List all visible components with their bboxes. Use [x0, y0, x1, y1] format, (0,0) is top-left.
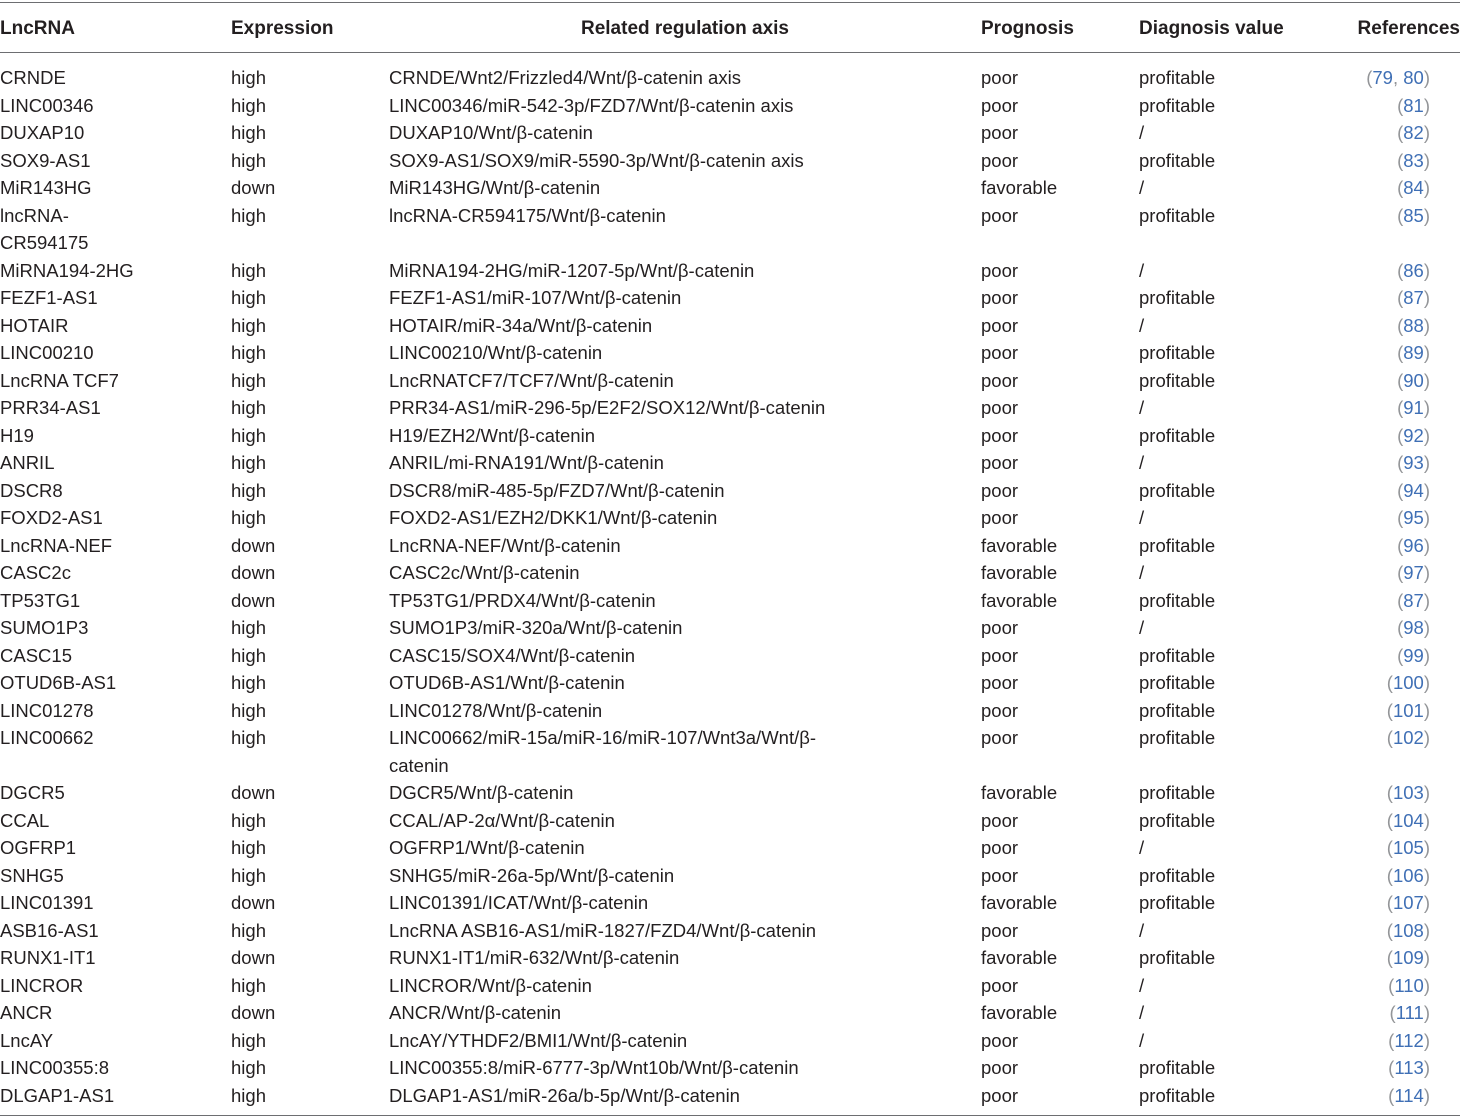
cell-prognosis: poor — [981, 644, 1019, 666]
cell-regulation-axis: FEZF1-AS1/miR-107/Wnt/β-catenin — [389, 287, 682, 308]
table-row — [0, 834, 1460, 862]
cell-references: (107) — [1386, 892, 1430, 913]
cell-prognosis: poor — [981, 974, 1019, 996]
cell-prognosis: favorable — [981, 782, 1058, 803]
cell-prognosis: favorable — [981, 562, 1058, 583]
table-row — [0, 724, 1460, 779]
cell-expression: down — [231, 947, 276, 968]
cell-expression: down — [231, 1002, 276, 1023]
cell-lncrna: HOTAIR — [0, 314, 69, 336]
cell-regulation-axis: HOTAIR/miR-34a/Wnt/β-catenin — [389, 314, 653, 336]
cell-expression: high — [231, 1029, 266, 1051]
cell-expression: high — [231, 287, 266, 308]
cell-regulation-axis: LINC01278/Wnt/β-catenin — [389, 699, 603, 721]
cell-references: (94) — [1397, 479, 1430, 501]
header-regulation-axis: Related regulation axis — [580, 18, 789, 39]
cell-references: (89) — [1397, 342, 1430, 363]
table-row — [0, 119, 1460, 147]
reference-link[interactable]: 107 — [1392, 892, 1424, 913]
reference-link[interactable]: 98 — [1403, 617, 1424, 638]
cell-regulation-axis: DUXAP10/Wnt/β-catenin — [389, 122, 593, 143]
cell-diagnosis-value: profitable — [1139, 1084, 1216, 1106]
reference-link[interactable]: 109 — [1392, 947, 1424, 968]
cell-lncrna: OTUD6B-AS1 — [0, 672, 117, 693]
cell-references: (97) — [1397, 562, 1430, 583]
table-row — [0, 367, 1460, 395]
cell-prognosis: poor — [981, 727, 1019, 748]
reference-link[interactable]: 87 — [1403, 589, 1424, 611]
cell-regulation-axis: LncRNA ASB16-AS1/miR-1827/FZD4/Wnt/β-catenin — [389, 919, 817, 941]
cell-prognosis: poor — [981, 397, 1019, 418]
cell-prognosis: poor — [981, 919, 1019, 941]
cell-diagnosis-value: profitable — [1139, 67, 1216, 88]
cell-lncrna: MiRNA194-2HG — [0, 259, 134, 281]
cell-prognosis: poor — [981, 1057, 1019, 1078]
cell-diagnosis-value: profitable — [1139, 287, 1216, 308]
cell-references: (100) — [1386, 672, 1430, 693]
cell-references: (98) — [1397, 617, 1430, 638]
cell-regulation-axis: LncRNATCF7/TCF7/Wnt/β-catenin — [389, 369, 674, 391]
cell-diagnosis-value: profitable — [1139, 424, 1216, 446]
cell-lncrna: LINC01278 — [0, 699, 94, 721]
cell-references: (114) — [1388, 1084, 1430, 1106]
cell-diagnosis-value: / — [1139, 452, 1145, 473]
header-expression: Expression — [231, 18, 334, 39]
header-references: References — [1357, 18, 1460, 39]
table-row — [0, 889, 1460, 917]
table-row — [0, 944, 1460, 972]
header-diagnosis-value: Diagnosis value — [1139, 18, 1284, 39]
reference-link[interactable]: 106 — [1392, 864, 1424, 886]
cell-expression: down — [231, 892, 276, 913]
table-row — [0, 449, 1460, 477]
cell-expression: down — [231, 782, 276, 803]
cell-diagnosis-value: / — [1139, 617, 1145, 638]
cell-diagnosis-value: / — [1139, 397, 1145, 418]
reference-link[interactable]: 88 — [1403, 314, 1424, 336]
cell-regulation-axis: SUMO1P3/miR-320a/Wnt/β-catenin — [389, 617, 683, 638]
reference-link[interactable]: 104 — [1392, 809, 1424, 831]
table-row — [0, 92, 1460, 120]
reference-link[interactable]: 111 — [1395, 1002, 1424, 1023]
table-row — [0, 1082, 1460, 1116]
cell-references: (86) — [1397, 259, 1430, 281]
cell-references: (101) — [1386, 699, 1430, 721]
cell-prognosis: poor — [981, 122, 1019, 143]
reference-link[interactable]: 91 — [1403, 397, 1424, 418]
cell-prognosis: favorable — [981, 589, 1058, 611]
cell-diagnosis-value: profitable — [1139, 342, 1216, 363]
reference-link[interactable]: 90 — [1403, 369, 1424, 391]
cell-expression: high — [231, 617, 266, 638]
cell-expression: high — [231, 727, 266, 748]
cell-references: (105) — [1386, 837, 1430, 858]
cell-lncrna: LncAY — [0, 1029, 54, 1051]
table-row — [0, 642, 1460, 670]
cell-prognosis: poor — [981, 699, 1019, 721]
cell-prognosis: poor — [981, 204, 1019, 226]
cell-lncrna: CASC2c — [0, 562, 71, 583]
cell-diagnosis-value: profitable — [1139, 699, 1216, 721]
cell-prognosis: poor — [981, 809, 1019, 831]
cell-diagnosis-value: profitable — [1139, 149, 1216, 171]
cell-lncrna: LINC00346 — [0, 94, 94, 116]
reference-link[interactable]: 100 — [1392, 672, 1424, 693]
cell-prognosis: favorable — [981, 892, 1058, 913]
cell-lncrna: LINC01391 — [0, 892, 94, 913]
cell-diagnosis-value: / — [1139, 177, 1145, 198]
reference-link[interactable]: 87 — [1403, 287, 1424, 308]
cell-references: (106) — [1386, 864, 1430, 886]
table-row — [0, 339, 1460, 367]
cell-prognosis: poor — [981, 94, 1019, 116]
table-row — [0, 614, 1460, 642]
cell-prognosis: poor — [981, 259, 1019, 281]
cell-prognosis: poor — [981, 287, 1019, 308]
cell-lncrna: RUNX1-IT1 — [0, 947, 96, 968]
cell-references: (113) — [1388, 1057, 1430, 1078]
cell-expression: high — [231, 149, 266, 171]
cell-references: (91) — [1397, 397, 1430, 418]
cell-regulation-axis: LINC00210/Wnt/β-catenin — [389, 342, 603, 363]
table-row — [0, 504, 1460, 532]
table-row — [0, 587, 1460, 615]
cell-diagnosis-value: profitable — [1139, 947, 1216, 968]
cell-diagnosis-value: profitable — [1139, 534, 1216, 556]
cell-lncrna: CRNDE — [0, 67, 66, 88]
table-row — [0, 53, 1460, 92]
cell-regulation-axis: MiRNA194-2HG/miR-1207-5p/Wnt/β-catenin — [389, 259, 755, 281]
cell-references: (103) — [1386, 782, 1430, 803]
cell-expression: high — [231, 837, 266, 858]
cell-regulation-axis: LINC00662/miR-15a/miR-16/miR-107/Wnt3a/Wnt/β- catenin — [389, 727, 817, 776]
cell-diagnosis-value: profitable — [1139, 1057, 1216, 1078]
cell-expression: high — [231, 342, 266, 363]
cell-expression: high — [231, 259, 266, 281]
reference-link[interactable]: 94 — [1403, 479, 1424, 501]
cell-expression: high — [231, 974, 266, 996]
cell-lncrna: ASB16-AS1 — [0, 919, 99, 941]
cell-prognosis: poor — [981, 342, 1019, 363]
cell-regulation-axis: CRNDE/Wnt2/Frizzled4/Wnt/β-catenin axis — [389, 67, 741, 88]
cell-references: (79, 80) — [1366, 67, 1430, 88]
cell-references: (102) — [1386, 727, 1430, 748]
cell-expression: high — [231, 369, 266, 391]
table-row — [0, 202, 1460, 257]
cell-references: (109) — [1386, 947, 1430, 968]
cell-expression: down — [231, 589, 276, 611]
cell-expression: high — [231, 919, 266, 941]
cell-references: (110) — [1388, 974, 1430, 996]
cell-lncrna: DSCR8 — [0, 479, 63, 501]
cell-lncrna: FOXD2-AS1 — [0, 507, 103, 528]
table-row — [0, 972, 1460, 1000]
cell-references: (87) — [1397, 287, 1430, 308]
cell-regulation-axis: CCAL/AP-2α/Wnt/β-catenin — [389, 809, 615, 831]
cell-expression: high — [231, 314, 266, 336]
cell-references: (84) — [1397, 177, 1430, 198]
cell-lncrna: DGCR5 — [0, 782, 65, 803]
cell-lncrna: LncRNA TCF7 — [0, 369, 119, 391]
cell-regulation-axis: LncRNA-NEF/Wnt/β-catenin — [389, 534, 621, 556]
lncrna-table — [0, 2, 1460, 1116]
table-row — [0, 394, 1460, 422]
reference-link[interactable]: 108 — [1392, 919, 1424, 941]
cell-regulation-axis: CASC15/SOX4/Wnt/β-catenin — [389, 644, 636, 666]
cell-expression: down — [231, 534, 276, 556]
cell-regulation-axis: lncRNA-CR594175/Wnt/β-catenin — [389, 204, 666, 226]
cell-lncrna: H19 — [0, 424, 34, 446]
cell-expression: high — [231, 452, 266, 473]
cell-references: (93) — [1397, 452, 1430, 473]
cell-prognosis: poor — [981, 369, 1019, 391]
cell-diagnosis-value: / — [1139, 919, 1145, 941]
cell-regulation-axis: H19/EZH2/Wnt/β-catenin — [389, 424, 595, 446]
cell-lncrna: SNHG5 — [0, 864, 64, 886]
cell-lncrna: SUMO1P3 — [0, 617, 89, 638]
reference-link[interactable]: 84 — [1403, 177, 1424, 198]
cell-expression: high — [231, 864, 266, 886]
reference-link[interactable]: 112 — [1394, 1029, 1424, 1051]
cell-expression: high — [231, 699, 266, 721]
cell-diagnosis-value: profitable — [1139, 369, 1216, 391]
cell-expression: high — [231, 424, 266, 446]
cell-references: (85) — [1397, 204, 1430, 226]
cell-lncrna: DUXAP10 — [0, 122, 85, 143]
cell-references: (108) — [1386, 919, 1430, 941]
cell-regulation-axis: MiR143HG/Wnt/β-catenin — [389, 177, 601, 198]
cell-references: (111) — [1389, 1002, 1430, 1023]
cell-regulation-axis: DLGAP1-AS1/miR-26a/b-5p/Wnt/β-catenin — [389, 1084, 740, 1106]
cell-diagnosis-value: / — [1139, 837, 1145, 858]
cell-diagnosis-value: profitable — [1139, 864, 1216, 886]
reference-link[interactable]: 92 — [1403, 424, 1424, 446]
cell-diagnosis-value: / — [1139, 974, 1145, 996]
cell-diagnosis-value: profitable — [1139, 672, 1216, 693]
reference-link[interactable]: 114 — [1394, 1084, 1424, 1106]
cell-expression: high — [231, 94, 266, 116]
cell-lncrna: ANRIL — [0, 452, 55, 473]
cell-diagnosis-value: profitable — [1139, 892, 1216, 913]
cell-regulation-axis: OGFRP1/Wnt/β-catenin — [389, 837, 585, 858]
cell-diagnosis-value: profitable — [1139, 644, 1216, 666]
cell-references: (112) — [1388, 1029, 1430, 1051]
cell-lncrna: CASC15 — [0, 644, 72, 666]
cell-prognosis: poor — [981, 507, 1019, 528]
cell-regulation-axis: CASC2c/Wnt/β-catenin — [389, 562, 580, 583]
reference-link[interactable]: 103 — [1392, 782, 1424, 803]
cell-diagnosis-value: profitable — [1139, 727, 1216, 748]
reference-link[interactable]: 79 — [1372, 67, 1393, 88]
cell-references: (81) — [1397, 94, 1430, 116]
cell-expression: high — [231, 67, 266, 88]
cell-regulation-axis: OTUD6B-AS1/Wnt/β-catenin — [389, 672, 625, 693]
cell-lncrna: lncRNA- CR594175 — [0, 204, 89, 253]
table-row — [0, 284, 1460, 312]
cell-lncrna: SOX9-AS1 — [0, 149, 91, 171]
reference-link[interactable]: 105 — [1392, 837, 1424, 858]
cell-expression: high — [231, 809, 266, 831]
cell-expression: high — [231, 397, 266, 418]
table-row — [0, 477, 1460, 505]
cell-lncrna: TP53TG1 — [0, 589, 81, 611]
cell-prognosis: poor — [981, 1029, 1019, 1051]
cell-prognosis: poor — [981, 424, 1019, 446]
header-prognosis: Prognosis — [981, 18, 1074, 39]
cell-diagnosis-value: / — [1139, 1002, 1145, 1023]
cell-regulation-axis: TP53TG1/PRDX4/Wnt/β-catenin — [389, 589, 656, 611]
table-row — [0, 1054, 1460, 1082]
cell-prognosis: poor — [981, 617, 1019, 638]
cell-diagnosis-value: / — [1139, 259, 1145, 281]
cell-diagnosis-value: profitable — [1139, 589, 1216, 611]
reference-link[interactable]: 89 — [1403, 342, 1424, 363]
cell-regulation-axis: PRR34-AS1/miR-296-5p/E2F2/SOX12/Wnt/β-catenin — [389, 397, 826, 418]
reference-link[interactable]: 95 — [1403, 507, 1424, 528]
table-row — [0, 917, 1460, 945]
cell-references: (95) — [1397, 507, 1430, 528]
cell-regulation-axis: RUNX1-IT1/miR-632/Wnt/β-catenin — [389, 947, 680, 968]
cell-regulation-axis: ANCR/Wnt/β-catenin — [389, 1002, 562, 1023]
table-row — [0, 669, 1460, 697]
cell-regulation-axis: LINC01391/ICAT/Wnt/β-catenin — [389, 892, 649, 913]
header-lncrna: LncRNA — [0, 18, 75, 39]
cell-lncrna: CCAL — [0, 809, 50, 831]
cell-prognosis: poor — [981, 864, 1019, 886]
reference-link[interactable]: 82 — [1403, 122, 1424, 143]
cell-prognosis: favorable — [981, 534, 1058, 556]
table-row — [0, 174, 1460, 202]
reference-link[interactable]: 110 — [1394, 974, 1424, 996]
cell-references: (83) — [1397, 149, 1430, 171]
cell-diagnosis-value: / — [1139, 562, 1145, 583]
cell-prognosis: poor — [981, 479, 1019, 501]
cell-lncrna: MiR143HG — [0, 177, 92, 198]
cell-prognosis: poor — [981, 149, 1019, 171]
reference-link[interactable]: 93 — [1403, 452, 1424, 473]
table-row — [0, 862, 1460, 890]
reference-link[interactable]: 85 — [1403, 204, 1424, 226]
cell-regulation-axis: LncAY/YTHDF2/BMI1/Wnt/β-catenin — [389, 1029, 688, 1051]
reference-link[interactable]: 80 — [1403, 67, 1424, 88]
cell-expression: high — [231, 644, 266, 666]
cell-regulation-axis: SNHG5/miR-26a-5p/Wnt/β-catenin — [389, 864, 675, 886]
cell-references: (99) — [1397, 644, 1430, 666]
cell-lncrna: OGFRP1 — [0, 837, 77, 858]
cell-expression: high — [231, 1057, 266, 1078]
cell-lncrna: LINC00662 — [0, 727, 94, 748]
cell-expression: down — [231, 562, 276, 583]
cell-regulation-axis: LINCROR/Wnt/β-catenin — [389, 974, 592, 996]
cell-regulation-axis: SOX9-AS1/SOX9/miR-5590-3p/Wnt/β-catenin axis — [389, 149, 804, 171]
cell-expression: high — [231, 479, 266, 501]
cell-expression: down — [231, 177, 276, 198]
table-row — [0, 257, 1460, 285]
cell-prognosis: favorable — [981, 947, 1058, 968]
cell-diagnosis-value: profitable — [1139, 204, 1216, 226]
cell-references: (96) — [1397, 534, 1430, 556]
table-row — [0, 312, 1460, 340]
cell-references: (104) — [1386, 809, 1430, 831]
reference-link[interactable]: 102 — [1392, 727, 1424, 748]
cell-lncrna: LINCROR — [0, 974, 84, 996]
table-row — [0, 807, 1460, 835]
cell-diagnosis-value: profitable — [1139, 94, 1216, 116]
cell-prognosis: poor — [981, 452, 1019, 473]
cell-expression: high — [231, 122, 266, 143]
cell-lncrna: FEZF1-AS1 — [0, 287, 98, 308]
reference-link[interactable]: 97 — [1403, 562, 1424, 583]
table-row — [0, 559, 1460, 587]
cell-expression: high — [231, 204, 266, 226]
cell-prognosis: poor — [981, 837, 1019, 858]
cell-regulation-axis: FOXD2-AS1/EZH2/DKK1/Wnt/β-catenin — [389, 507, 718, 528]
reference-link[interactable]: 99 — [1403, 644, 1424, 666]
table-body — [0, 53, 1460, 1116]
cell-expression: high — [231, 672, 266, 693]
cell-lncrna: DLGAP1-AS1 — [0, 1084, 115, 1106]
cell-lncrna: LINC00355:8 — [0, 1057, 110, 1078]
cell-references: (90) — [1397, 369, 1430, 391]
cell-diagnosis-value: profitable — [1139, 782, 1216, 803]
table-row — [0, 422, 1460, 450]
cell-lncrna: LncRNA-NEF — [0, 534, 113, 556]
cell-regulation-axis: LINC00355:8/miR-6777-3p/Wnt10b/Wnt/β-catenin — [389, 1057, 799, 1078]
cell-prognosis: favorable — [981, 177, 1058, 198]
cell-diagnosis-value: / — [1139, 122, 1145, 143]
cell-diagnosis-value: / — [1139, 507, 1145, 528]
cell-expression: high — [231, 1084, 266, 1106]
reference-link[interactable]: 86 — [1403, 259, 1424, 281]
cell-prognosis: poor — [981, 1084, 1019, 1106]
cell-expression: high — [231, 507, 266, 528]
table-row — [0, 147, 1460, 175]
cell-references: (87) — [1397, 589, 1430, 611]
cell-diagnosis-value: / — [1139, 314, 1145, 336]
cell-prognosis: poor — [981, 314, 1019, 336]
cell-diagnosis-value: profitable — [1139, 809, 1216, 831]
table-row — [0, 532, 1460, 560]
cell-regulation-axis: DGCR5/Wnt/β-catenin — [389, 782, 574, 803]
table-header — [0, 3, 1460, 53]
table-row — [0, 697, 1460, 725]
cell-regulation-axis: ANRIL/mi-RNA191/Wnt/β-catenin — [389, 452, 664, 473]
cell-diagnosis-value: profitable — [1139, 479, 1216, 501]
cell-references: (82) — [1397, 122, 1430, 143]
cell-regulation-axis: LINC00346/miR-542-3p/FZD7/Wnt/β-catenin axis — [389, 94, 794, 116]
table-row — [0, 779, 1460, 807]
cell-lncrna: LINC00210 — [0, 342, 94, 363]
cell-lncrna: ANCR — [0, 1002, 53, 1023]
reference-link[interactable]: 81 — [1403, 94, 1424, 116]
cell-prognosis: favorable — [981, 1002, 1058, 1023]
cell-lncrna: PRR34-AS1 — [0, 397, 101, 418]
cell-regulation-axis: DSCR8/miR-485-5p/FZD7/Wnt/β-catenin — [389, 479, 725, 501]
header-row — [0, 3, 1460, 53]
reference-link[interactable]: 101 — [1392, 699, 1424, 721]
table-row — [0, 1027, 1460, 1055]
cell-diagnosis-value: / — [1139, 1029, 1145, 1051]
cell-prognosis: poor — [981, 672, 1019, 693]
cell-references: (88) — [1397, 314, 1430, 336]
cell-prognosis: poor — [981, 67, 1019, 88]
reference-link[interactable]: 83 — [1403, 149, 1424, 171]
reference-link[interactable]: 96 — [1403, 534, 1424, 556]
reference-link[interactable]: 113 — [1394, 1057, 1424, 1078]
table-row — [0, 999, 1460, 1027]
cell-references: (92) — [1397, 424, 1430, 446]
